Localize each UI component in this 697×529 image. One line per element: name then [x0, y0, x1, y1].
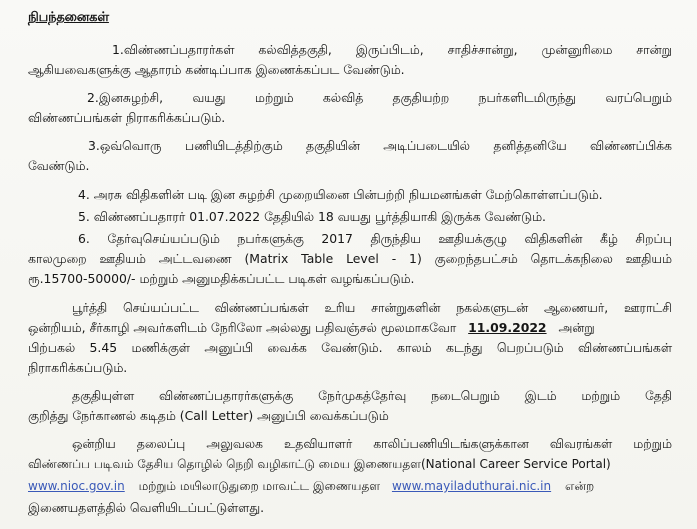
nioc-link[interactable]: www.nioc.gov.in	[28, 479, 125, 493]
interview-line-2: குறித்து நேர்காணல் கடிதம் (Call Letter) அனுப்பி வைக்கப்படும்	[28, 408, 389, 423]
publication-line-4: இணையதளத்தில் வெளியிடப்பட்டுள்ளது.	[28, 500, 265, 515]
condition-1-line-2: ஆகியவைகளுக்கு ஆதாரம் கண்டிப்பாக இணைக்கப்பட வேண்டும்.	[28, 62, 405, 77]
mayiladuthurai-link[interactable]: www.mayiladuthurai.nic.in	[391, 479, 552, 493]
publication-line-3-end: என்ற	[564, 479, 595, 493]
submission-line-2	[28, 320, 595, 336]
page-title: நிபந்தனைகள்	[28, 10, 109, 25]
condition-1-line-1: 1.விண்ணப்பதாரர்கள் கல்வித்தகுதி, இருப்பிடம், சாதிச்சான்று, முன்னுரிமை சான்று	[112, 42, 672, 57]
publication-line-1: ஒன்றிய தலைப்பு அலுவலக உதவியாளர் காலிப்பணியிடங்களுக்கான விவரங்கள் மற்றும்	[72, 436, 672, 451]
submission-line-2-end: அன்று	[558, 320, 595, 335]
condition-4: 4. அரசு விதிகளின் படி இன சுழற்சி முறையினை பின்பற்றி நியமனங்கள் மேற்கொள்ளப்படும்.	[78, 187, 603, 202]
submission-line-2-text: ஒன்றியம், சீர்காழி அவர்களிடம் நேரிலோ அல்லது பதிவஞ்சல் மூலமாகவோ	[28, 320, 457, 335]
submission-line-3: பிற்பகல் 5.45 மணிக்குள் அனுப்பி வைக்க வேண்டும். காலம் கடந்து பெறப்படும் விண்ணப்பங்கள்	[28, 340, 672, 355]
publication-line-3	[28, 478, 594, 494]
publication-line-3-mid: மற்றும் மயிலாடுதுறை மாவட்ட இணையதள	[138, 479, 381, 493]
condition-2-line-1: 2.இனசுழற்சி, வயது மற்றும் கல்வித் தகுதியற்ற நபர்களிடமிருந்து வரப்பெறும்	[87, 90, 672, 105]
submission-line-1: பூர்த்தி செய்யப்பட்ட விண்ணப்பங்கள் உரிய சான்றுகளின் நகல்களுடன் ஆணையர், ஊராட்சி	[72, 300, 672, 315]
interview-line-1: தகுதியுள்ள விண்ணப்பதாரர்களுக்கு நேர்முகத்தேர்வு நடைபெறும் இடம் மற்றும் தேதி	[72, 388, 672, 403]
deadline-date: 11.09.2022	[468, 320, 547, 335]
condition-2-line-2: விண்ணப்பங்கள் நிராகரிக்கப்படும்.	[28, 110, 226, 125]
condition-3-line-1: 3.ஒவ்வொரு பணியிடத்திற்கும் தகுதியின் அடிப்படையில் தனித்தனியே விண்ணப்பிக்க	[88, 138, 672, 153]
condition-6-line-3: ரூ.15700-50000/- மற்றும் அனுமதிக்கப்பட்ட படிகள் வழங்கப்படும்.	[28, 271, 415, 286]
publication-line-2: விண்ணப்ப படிவம் தேசிய தொழில் நெறி வழிகாட்டு மைய இணையதள(National Career Service Portal)	[28, 457, 611, 471]
condition-3-line-2: வேண்டும்.	[28, 158, 90, 173]
condition-6-line-1: 6. தேர்வுசெய்யப்படும் நபர்களுக்கு 2017 திருந்திய ஊதியக்குழு விதிகளின் கீழ் சிறப்பு	[78, 231, 672, 246]
condition-5: 5. விண்ணப்பதாரர் 01.07.2022 தேதியில் 18 வயது பூர்த்தியாகி இருக்க வேண்டும்.	[78, 209, 546, 224]
condition-6-line-2: காலமுறை ஊதியம் அட்டவணை (Matrix Table Level - 1) குறைந்தபட்சம் தொடக்கநிலை ஊதியம்	[28, 251, 672, 266]
submission-line-4: நிராகரிக்கப்படும்.	[28, 360, 128, 375]
